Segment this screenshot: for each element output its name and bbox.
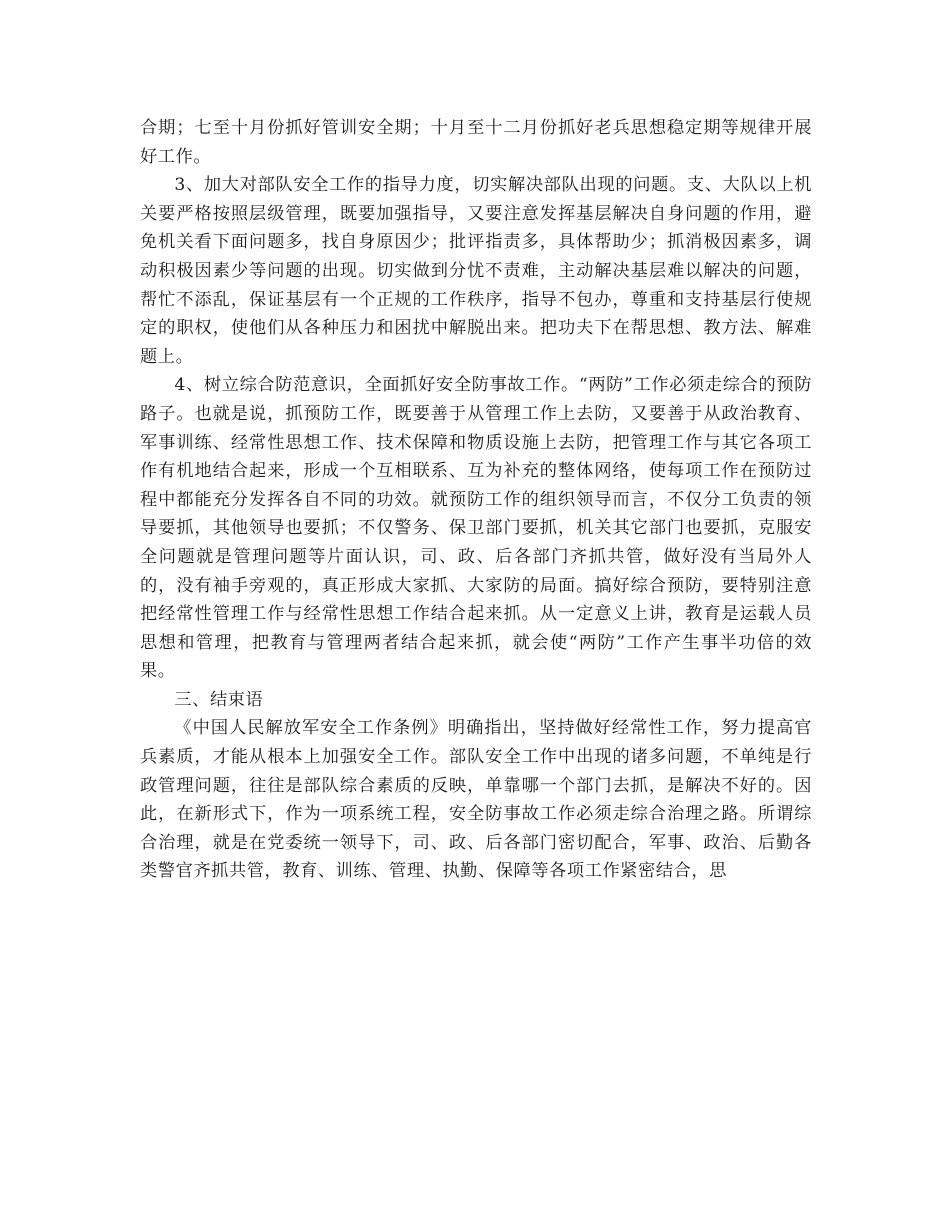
- document-page: [140, 114, 812, 886]
- paragraph-conclusion: 《中国人民解放军安全工作条例》明确指出，坚持做好经常性工作，努力提高官兵素质，才能从根本上加强安全工作。部队安全工作中出现的诸多问题，不单纯是行政管理问题，往往是部队综合素质的反映，单靠哪一个部门去抓，是解决不好的。因此，在新形式下，作为一项系统工程，安全防事故工作必须走综合治理之路。所谓综合治理，就是在党委统一领导下，司、政、后各部门密切配合，军事、政治、后勤各类警官齐抓共管，教育、训练、管理、执勤、保障等各项工作紧密结合，思: [140, 718, 812, 882]
- paragraph-continuation: 合期；七至十月份抓好管训安全期；十月至十二月份抓好老兵思想稳定期等规律开展好工作。: [140, 118, 812, 167]
- paragraph-item-3: 3、加大对部队安全工作的指导力度，切实解决部队出现的问题。支、大队以上机关要严格按照层级管理，既要加强指导，又要注意发挥基层解决自身问题的作用，避免机关看下面问题多，找自身原因少；批评指责多，具体帮助少；抓消极因素多，调动积极因素少等问题的出现。切实做到分忧不责难，主动解决基层难以解决的问题，帮忙不添乱，保证基层有一个正规的工作秩序，指导不包办，尊重和支持基层行使规定的职权，使他们从各种压力和困扰中解脱出来。把功夫下在帮思想、教方法、解难题上。: [140, 175, 812, 367]
- section-heading-conclusion: 三、结束语: [174, 689, 264, 710]
- paragraph-item-4: 4、树立综合防范意识，全面抓好安全防事故工作。“两防”工作必须走综合的预防路子。也就是说，抓预防工作，既要善于从管理工作上去防，又要善于从政治教育、军事训练、经常性思想工作、技术保障和物质设施上去防，把管理工作与其它各项工作有机地结合起来，形成一个互相联系、互为补充的整体网络，使每项工作在预防过程中都能充分发挥各自不同的功效。就预防工作的组织领导而言，不仅分工负责的领导要抓，其他领导也要抓；不仅警务、保卫部门要抓，机关其它部门也要抓，克服安全问题就是管理问题等片面认识，司、政、后各部门齐抓共管，做好没有当局外人的，没有袖手旁观的，真正形成大家抓、大家防的局面。搞好综合预防，要特别注意把经常性管理工作与经常性思想工作结合起来抓。从一定意义上讲，教育是运载人员思想和管理，把教育与管理两者结合起来抓，就会使“两防”工作产生事半功倍的效果。: [140, 375, 812, 682]
